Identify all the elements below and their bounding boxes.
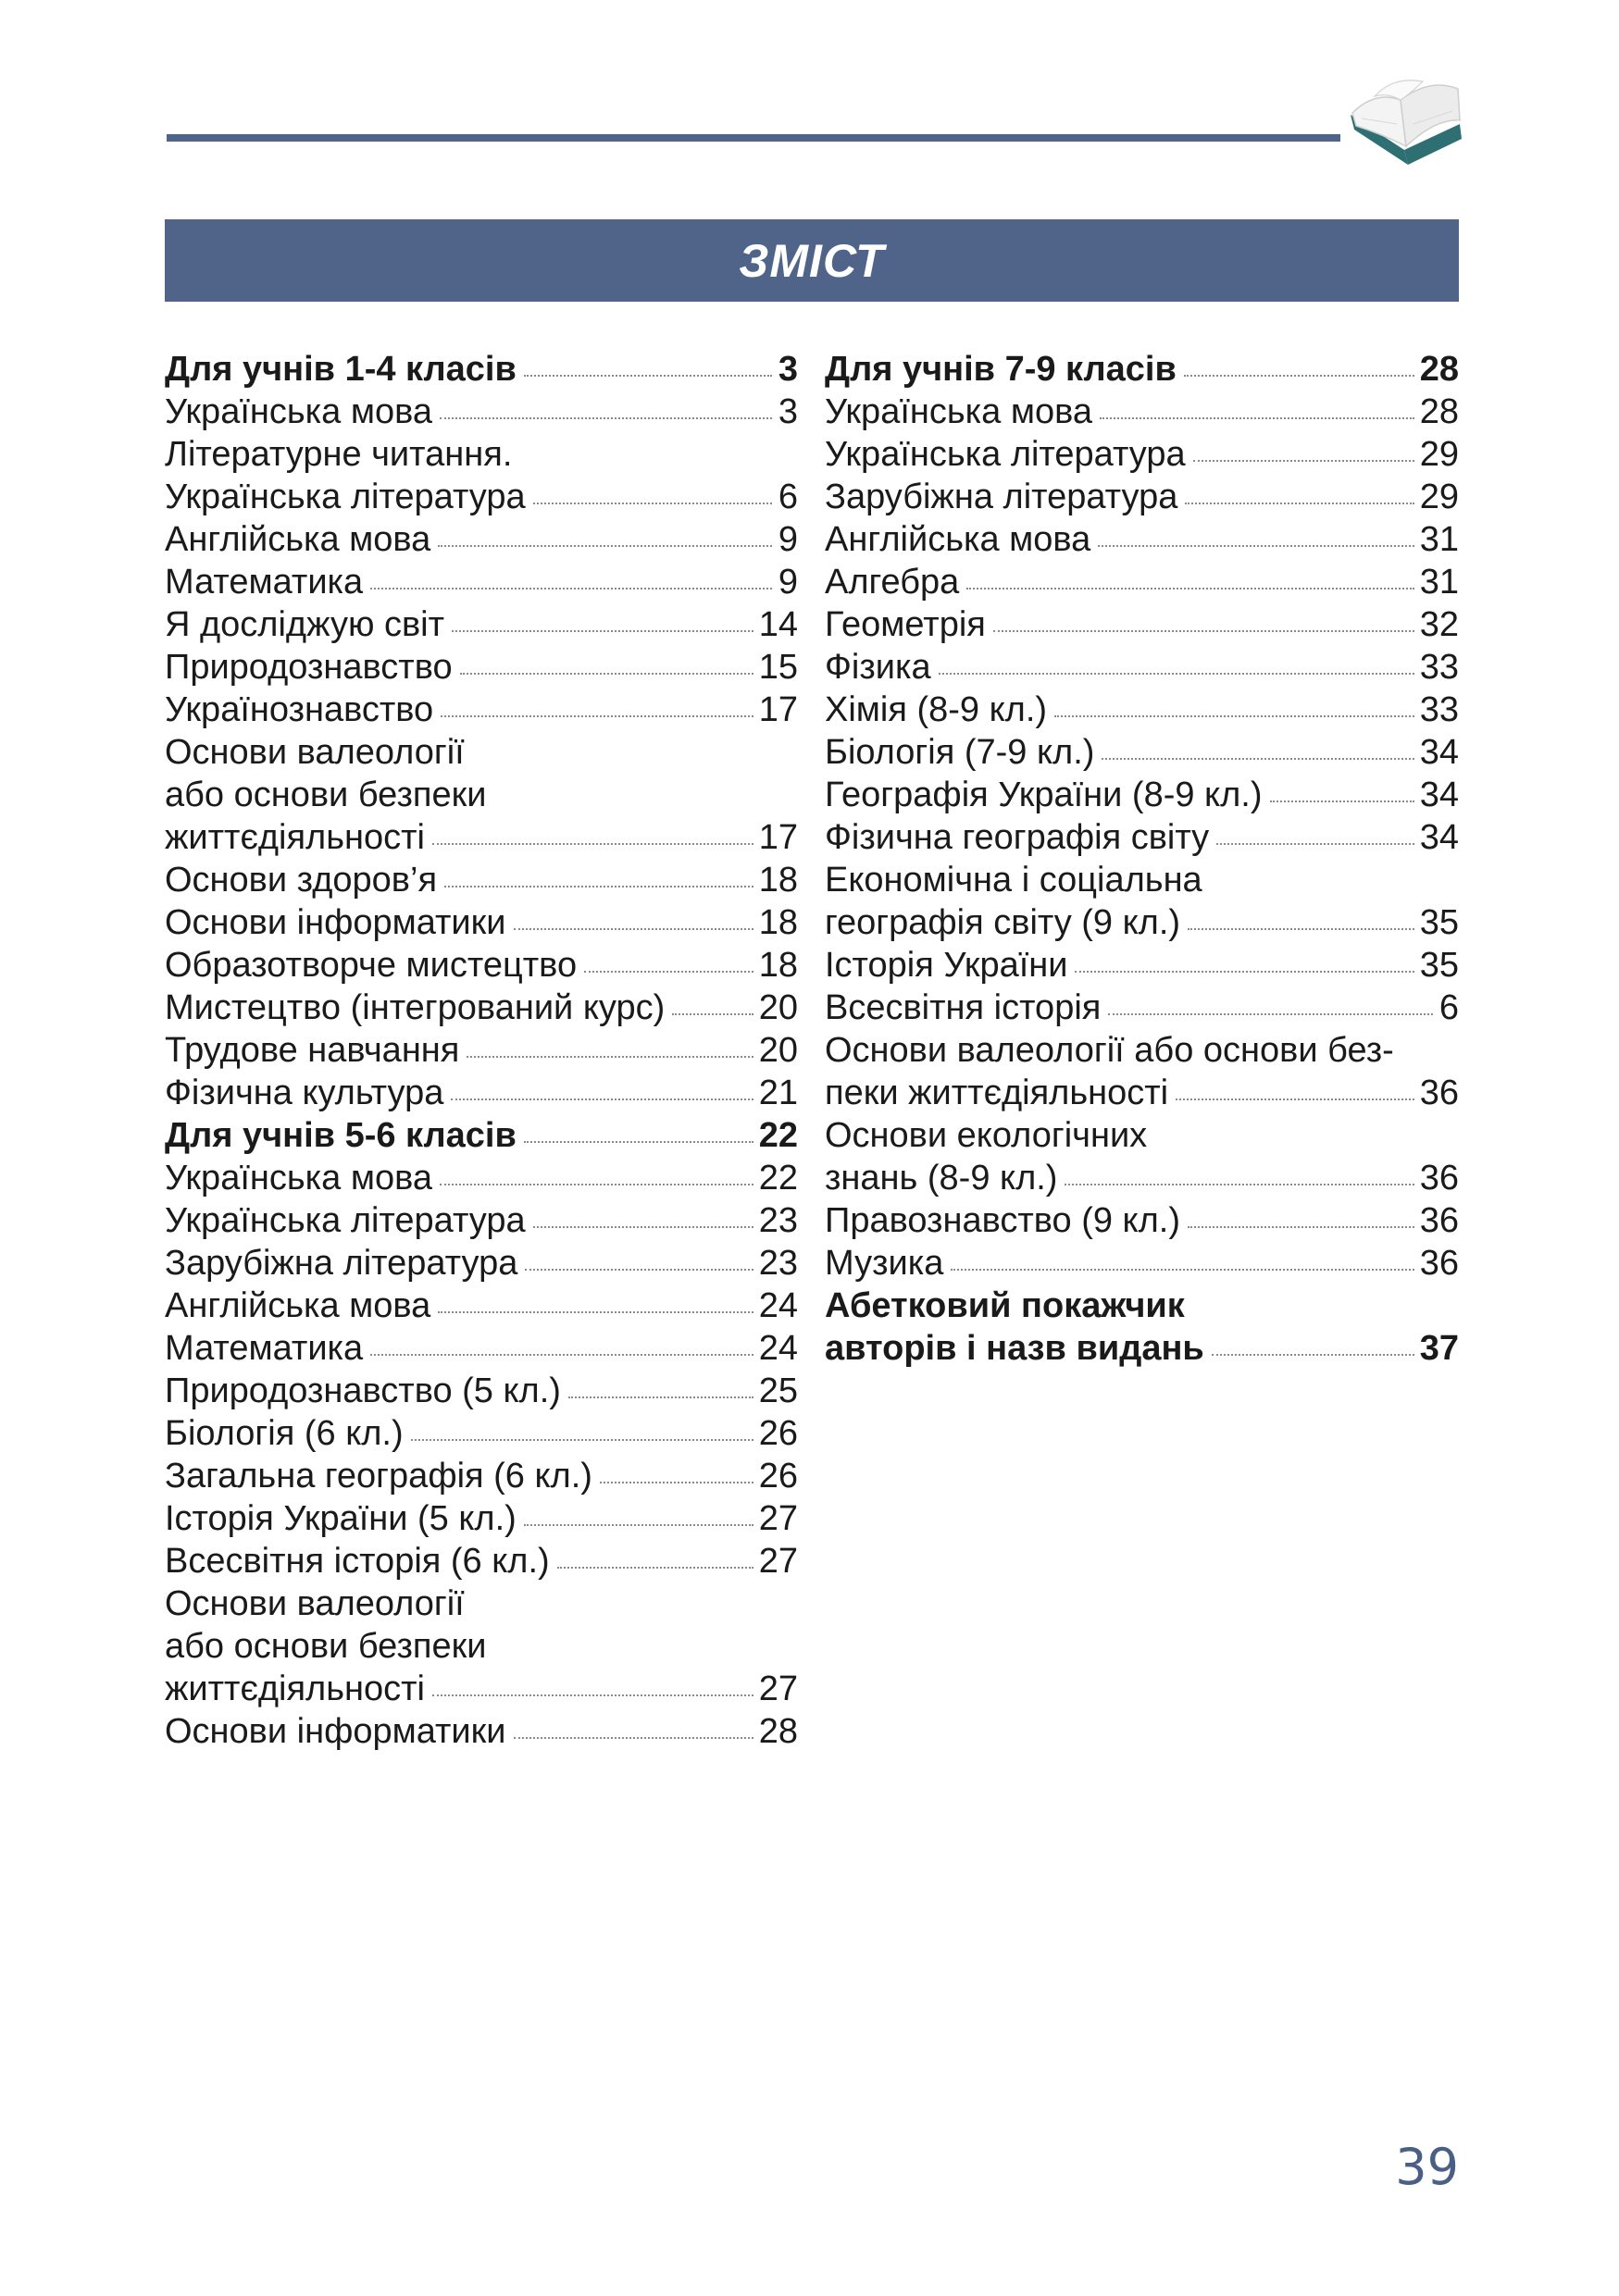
toc-left-column	[165, 348, 798, 1753]
toc-entry-title: Літературне читання.	[165, 435, 513, 474]
toc-entry	[165, 1242, 798, 1285]
toc-page-number: 17	[758, 818, 798, 857]
toc-entry-title: Історія України (5 кл.)	[165, 1499, 517, 1538]
toc-entry-title: пеки життєдіяльності	[825, 1074, 1169, 1112]
toc-page-number: 25	[758, 1371, 798, 1410]
toc-page-number: 28	[1419, 350, 1459, 389]
toc-entry-title: Образотворче мистецтво	[165, 946, 578, 985]
toc-page-number: 14	[758, 605, 798, 644]
toc-entry-title: Абетковий покажчик	[825, 1286, 1185, 1325]
dot-leader	[441, 715, 753, 717]
toc-page-number: 20	[758, 988, 798, 1027]
toc-page-number: 26	[758, 1414, 798, 1453]
toc-entry	[165, 1710, 798, 1753]
toc-entry	[165, 1199, 798, 1242]
dot-leader	[525, 1269, 753, 1271]
toc-entry-title: Основи валеології	[165, 1584, 465, 1623]
dot-leader	[438, 545, 772, 547]
dot-leader	[524, 1524, 753, 1526]
dot-leader	[452, 630, 753, 632]
toc-entry	[165, 603, 798, 646]
toc-entry-title: Українська література	[825, 435, 1186, 474]
toc-entry-title: Фізика	[825, 648, 931, 687]
toc-page-number: 3	[778, 350, 798, 389]
toc-entry	[165, 391, 798, 433]
dot-leader	[672, 1013, 753, 1015]
toc-entry-title: Музика	[825, 1244, 944, 1283]
toc-page-number: 20	[758, 1031, 798, 1070]
toc-entry-title: Загальна географія (6 кл.)	[165, 1457, 592, 1496]
dot-leader	[1216, 843, 1414, 845]
toc-entry-title: Біологія (6 кл.)	[165, 1414, 404, 1453]
header-rule	[167, 134, 1340, 142]
toc-entry	[165, 646, 798, 689]
toc-entry	[165, 731, 798, 774]
toc-entry	[165, 1029, 798, 1072]
toc-page-number: 28	[1419, 392, 1459, 431]
page-number: 39	[1395, 2138, 1459, 2196]
toc-page-number: 18	[758, 946, 798, 985]
toc-entry	[165, 901, 798, 944]
toc-section-heading	[825, 348, 1459, 391]
toc-entry	[165, 816, 798, 859]
toc-entry	[825, 603, 1459, 646]
toc-page-number: 6	[1438, 988, 1459, 1027]
toc-entry-title: Хімія (8-9 кл.)	[825, 690, 1048, 729]
toc-entry	[825, 774, 1459, 816]
toc-page-number: 29	[1419, 478, 1459, 516]
toc-entry-title: Фізична культура	[165, 1074, 444, 1112]
toc-entry-title: Правознавство (9 кл.)	[825, 1201, 1180, 1240]
toc-entry-title: Українська література	[165, 478, 526, 516]
dot-leader	[451, 1098, 753, 1100]
toc-entry	[165, 1157, 798, 1199]
toc-entry-title: Англійська мова	[165, 520, 431, 559]
dot-leader	[533, 503, 772, 504]
toc-page-number: 3	[778, 392, 798, 431]
toc-section-heading	[825, 1285, 1459, 1327]
toc-entry	[165, 1327, 798, 1370]
toc-entry-title: Основи здоров’я	[165, 861, 438, 900]
toc-page-number: 17	[758, 690, 798, 729]
dot-leader	[1102, 758, 1414, 760]
toc-right-column	[825, 348, 1459, 1370]
toc-entry	[825, 518, 1459, 561]
toc-entry-title: Алгебра	[825, 563, 960, 602]
toc-page-number: 21	[758, 1074, 798, 1112]
toc-entry	[165, 518, 798, 561]
toc-section-heading	[825, 1327, 1459, 1370]
toc-entry-title: Фізична географія світу	[825, 818, 1210, 857]
toc-page-number: 35	[1419, 946, 1459, 985]
toc-entry	[825, 901, 1459, 944]
dot-leader	[467, 1056, 753, 1058]
toc-entry-title: Географія України (8-9 кл.)	[825, 776, 1263, 814]
dot-leader	[1098, 545, 1414, 547]
toc-entry	[825, 1114, 1459, 1157]
toc-entry	[825, 1029, 1459, 1072]
dot-leader	[1270, 800, 1414, 802]
toc-page-number: 35	[1419, 903, 1459, 942]
toc-entry-title: Математика	[165, 563, 364, 602]
dot-leader	[939, 673, 1414, 675]
toc-page-number: 32	[1419, 605, 1459, 644]
dot-leader	[993, 630, 1414, 632]
toc-entry-title: Українська література	[165, 1201, 526, 1240]
toc-entry	[165, 1582, 798, 1625]
page-title: ЗМІСТ	[739, 234, 885, 287]
toc-entry-title: Зарубіжна література	[165, 1244, 518, 1283]
toc-page-number: 29	[1419, 435, 1459, 474]
toc-entry	[825, 859, 1459, 901]
toc-entry-title: Основи інформатики	[165, 1712, 506, 1751]
toc-entry-title: Для учнів 1-4 класів	[165, 350, 517, 389]
toc-page-number: 27	[758, 1669, 798, 1708]
dot-leader	[1188, 928, 1414, 930]
toc-entry-title: Природознавство	[165, 648, 453, 687]
toc-entry	[825, 1242, 1459, 1285]
toc-entry	[825, 646, 1459, 689]
toc-page-number: 9	[778, 563, 798, 602]
dot-leader	[1100, 417, 1414, 419]
toc-entry-title: авторів і назв видань	[825, 1329, 1204, 1368]
toc-entry-title: Мистецтво (інтегрований курс)	[165, 988, 666, 1027]
dot-leader	[432, 843, 753, 845]
toc-page-number: 31	[1419, 563, 1459, 602]
toc-entry-title: Для учнів 5-6 класів	[165, 1116, 517, 1155]
toc-entry-title: Всесвітня історія	[825, 988, 1102, 1027]
toc-entry-title: Основи валеології	[165, 733, 465, 772]
dot-leader	[1184, 375, 1414, 377]
toc-entry-title: життєдіяльності	[165, 818, 425, 857]
toc-page-number: 36	[1419, 1201, 1459, 1240]
toc-entry-title: Англійська мова	[165, 1286, 431, 1325]
toc-page-number: 28	[758, 1712, 798, 1751]
dot-leader	[568, 1396, 753, 1398]
dot-leader	[524, 1141, 753, 1143]
toc-page-number: 18	[758, 861, 798, 900]
dot-leader	[557, 1567, 753, 1569]
toc-entry	[165, 859, 798, 901]
toc-entry	[825, 944, 1459, 987]
toc-entry-title: Українська мова	[825, 392, 1092, 431]
dot-leader	[951, 1269, 1414, 1271]
toc-page-number: 36	[1419, 1074, 1459, 1112]
toc-page-number: 23	[758, 1201, 798, 1240]
toc-page-number: 34	[1419, 733, 1459, 772]
toc-entry-title: Українська мова	[165, 1159, 432, 1198]
toc-entry	[165, 1497, 798, 1540]
toc-page-number: 15	[758, 648, 798, 687]
dot-leader	[524, 375, 772, 377]
dot-leader	[584, 971, 753, 973]
toc-page-number: 31	[1419, 520, 1459, 559]
toc-entry-title: знань (8-9 кл.)	[825, 1159, 1058, 1198]
toc-page-number: 24	[758, 1329, 798, 1368]
toc-entry	[825, 987, 1459, 1029]
toc-entry-title: Природознавство (5 кл.)	[165, 1371, 561, 1410]
dot-leader	[1176, 1098, 1414, 1100]
dot-leader	[440, 417, 772, 419]
toc-entry-title: Математика	[165, 1329, 364, 1368]
toc-entry-title: Основи інформатики	[165, 903, 506, 942]
toc-entry	[825, 1157, 1459, 1199]
toc-entry	[825, 391, 1459, 433]
toc-entry	[825, 689, 1459, 731]
toc-entry	[825, 1199, 1459, 1242]
toc-page-number: 6	[778, 478, 798, 516]
dot-leader	[1054, 715, 1414, 717]
toc-entry	[165, 561, 798, 603]
toc-entry-title: Геометрія	[825, 605, 986, 644]
dot-leader	[600, 1482, 753, 1483]
toc-entry-title: Економічна і соціальна	[825, 861, 1202, 900]
dot-leader	[514, 928, 753, 930]
dot-leader	[432, 1694, 753, 1696]
toc-entry-title: Біологія (7-9 кл.)	[825, 733, 1095, 772]
toc-entry-title: або основи безпеки	[165, 1627, 487, 1666]
toc-entry	[165, 774, 798, 816]
toc-page-number: 22	[758, 1159, 798, 1198]
toc-page-number: 26	[758, 1457, 798, 1496]
open-book-icon	[1347, 72, 1467, 174]
title-bar	[165, 219, 1459, 302]
dot-leader	[440, 1184, 753, 1185]
toc-entry-title: Українознавство	[165, 690, 434, 729]
dot-leader	[1075, 971, 1414, 973]
toc-page-number: 27	[758, 1499, 798, 1538]
toc-entry-title: географія світу (9 кл.)	[825, 903, 1181, 942]
toc-page-number: 9	[778, 520, 798, 559]
dot-leader	[1193, 460, 1414, 462]
toc-entry	[165, 1370, 798, 1412]
toc-entry	[165, 1540, 798, 1582]
toc-page-number: 37	[1419, 1329, 1459, 1368]
toc-page-number: 34	[1419, 818, 1459, 857]
dot-leader	[1188, 1226, 1414, 1228]
dot-leader	[533, 1226, 753, 1228]
dot-leader	[1065, 1184, 1414, 1185]
toc-entry	[165, 689, 798, 731]
dot-leader	[370, 1354, 753, 1356]
toc-page-number: 34	[1419, 776, 1459, 814]
toc-section-heading	[165, 348, 798, 391]
toc-entry	[165, 1668, 798, 1710]
toc-entry-title: Основи валеології або основи без-	[825, 1031, 1394, 1070]
dot-leader	[514, 1737, 753, 1739]
toc-entry	[165, 476, 798, 518]
dot-leader	[438, 1311, 753, 1313]
toc-page-number: 36	[1419, 1244, 1459, 1283]
toc-entry	[165, 987, 798, 1029]
toc-entry-title: життєдіяльності	[165, 1669, 425, 1708]
toc-page-number: 36	[1419, 1159, 1459, 1198]
dot-leader	[966, 588, 1414, 590]
toc-entry-title: або основи безпеки	[165, 776, 487, 814]
toc-page-number: 23	[758, 1244, 798, 1283]
toc-page-number: 22	[758, 1116, 798, 1155]
toc-entry-title: Для учнів 7-9 класів	[825, 350, 1177, 389]
toc-entry	[165, 1455, 798, 1497]
toc-entry	[165, 1412, 798, 1455]
toc-page-number: 33	[1419, 690, 1459, 729]
toc-entry-title: Українська мова	[165, 392, 432, 431]
dot-leader	[460, 673, 753, 675]
toc-entry	[165, 944, 798, 987]
dot-leader	[411, 1439, 753, 1441]
toc-entry	[165, 1285, 798, 1327]
dot-leader	[1212, 1354, 1414, 1356]
toc-entry-title: Я досліджую світ	[165, 605, 445, 644]
toc-entry-title: Основи екологічних	[825, 1116, 1148, 1155]
toc-entry-title: Англійська мова	[825, 520, 1091, 559]
toc-section-heading	[165, 1114, 798, 1157]
toc-page-number: 18	[758, 903, 798, 942]
toc-page-number: 27	[758, 1542, 798, 1581]
toc-entry	[165, 1625, 798, 1668]
toc-page-number: 33	[1419, 648, 1459, 687]
dot-leader	[1108, 1013, 1433, 1015]
toc-entry-title: Зарубіжна література	[825, 478, 1178, 516]
dot-leader	[1185, 503, 1414, 504]
toc-entry	[825, 476, 1459, 518]
toc-entry-title: Трудове навчання	[165, 1031, 460, 1070]
toc-entry	[825, 816, 1459, 859]
toc-entry	[825, 561, 1459, 603]
toc-entry-title: Всесвітня історія (6 кл.)	[165, 1542, 550, 1581]
dot-leader	[444, 886, 753, 887]
toc-entry	[825, 1072, 1459, 1114]
toc-page-number: 24	[758, 1286, 798, 1325]
toc-entry	[165, 433, 798, 476]
toc-entry	[165, 1072, 798, 1114]
toc-entry	[825, 433, 1459, 476]
toc-entry	[825, 731, 1459, 774]
toc-entry-title: Історія України	[825, 946, 1068, 985]
dot-leader	[370, 588, 772, 590]
